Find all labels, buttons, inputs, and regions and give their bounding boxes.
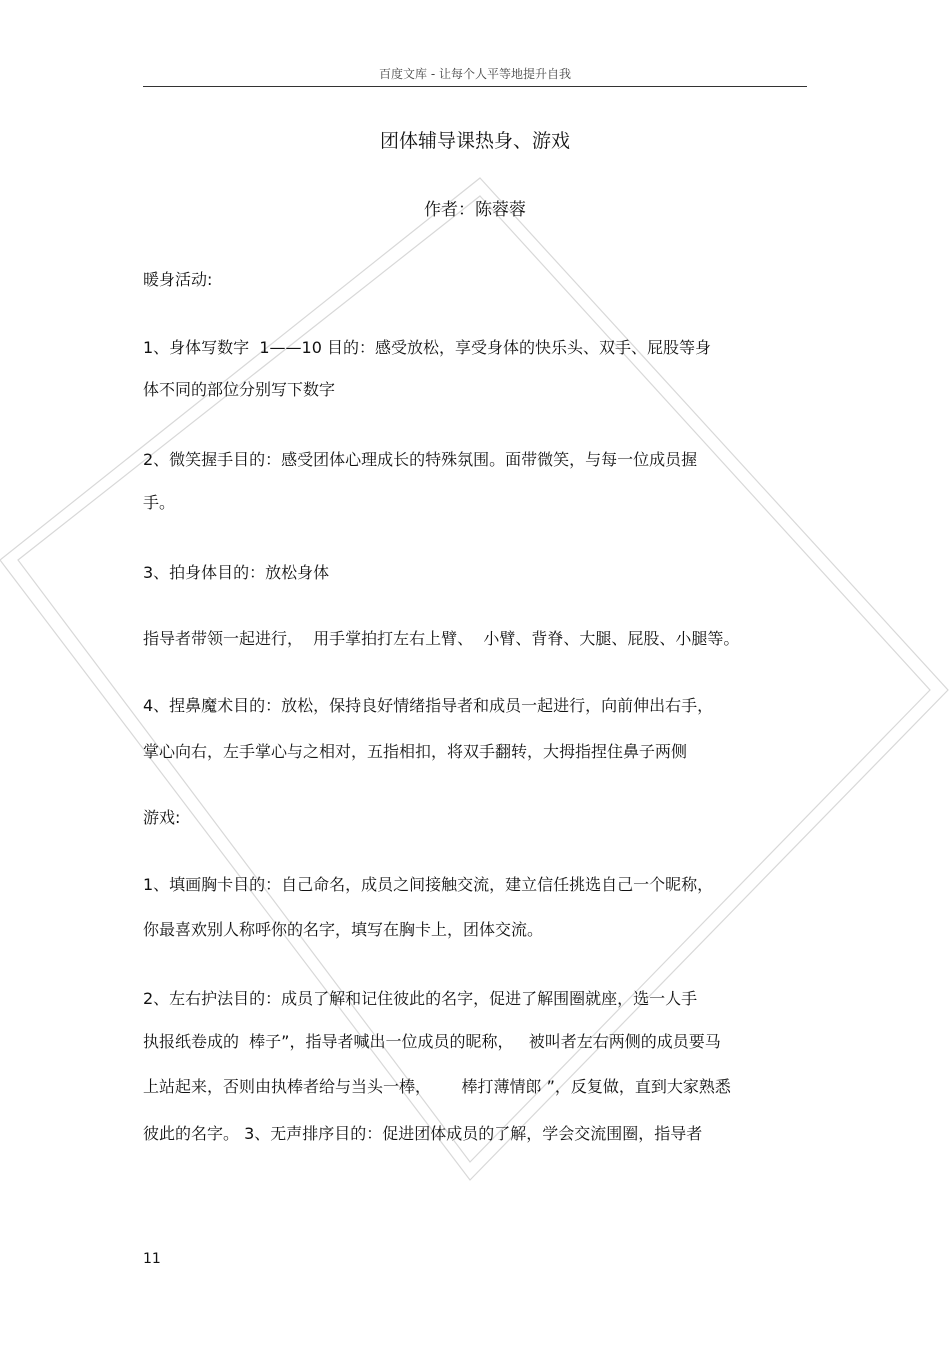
text-line: 上站起来，否则由执棒者给与当头一棒， 棒打薄情郎 ”，反复做，直到大家熟悉 xyxy=(143,1077,731,1096)
page-number: 11 xyxy=(143,1251,161,1267)
text-line: 掌心向右，左手掌心与之相对，五指相扣，将双手翻转，大拇指捏住鼻子两侧 xyxy=(143,742,688,761)
text-line: 1、填画胸卡目的：自己命名，成员之间接触交流，建立信任挑选自己一个昵称， xyxy=(143,875,714,894)
text-line: 3、拍身体目的：放松身体 xyxy=(143,563,330,582)
text-line: 手。 xyxy=(143,493,176,512)
text-line: 2、微笑握手目的：感受团体心理成长的特殊氛围。面带微笑，与每一位成员握 xyxy=(143,450,698,469)
text-line: 指导者带领一起进行， 用手掌拍打左右上臂、 小臂、背脊、大腿、屁股、小腿等。 xyxy=(143,629,740,648)
text-line: 你最喜欢别人称呼你的名字，填写在胸卡上，团体交流。 xyxy=(143,920,544,939)
section-heading-warmup: 暖身活动: xyxy=(143,270,213,289)
text-line: 体不同的部位分别写下数字 xyxy=(143,380,336,399)
page-header xyxy=(143,64,807,87)
text-line: 彼此的名字。 3、无声排序目的：促进团体成员的了解，学会交流围圈，指导者 xyxy=(143,1124,703,1143)
section-heading-games: 游戏: xyxy=(143,808,181,827)
document-title: 团体辅导课热身、游戏 xyxy=(379,130,570,152)
text-line: 执报纸卷成的 棒子”，指导者喊出一位成员的昵称， 被叫者左右两侧的成员要马 xyxy=(143,1032,721,1051)
text-line: 1、身体写数字 1——10 目的：感受放松，享受身体的快乐头、双手、屁股等身 xyxy=(143,338,711,357)
text-line: 4、捏鼻魔术目的：放松，保持良好情绪指导者和成员一起进行，向前伸出右手， xyxy=(143,696,714,715)
header-text: 百度文库 - 让每个人平等地提升自我 xyxy=(379,67,571,81)
text-line: 2、左右护法目的：成员了解和记住彼此的名字，促进了解围圈就座，选一人手 xyxy=(143,989,698,1008)
document-author: 作者：陈蓉蓉 xyxy=(424,200,526,220)
